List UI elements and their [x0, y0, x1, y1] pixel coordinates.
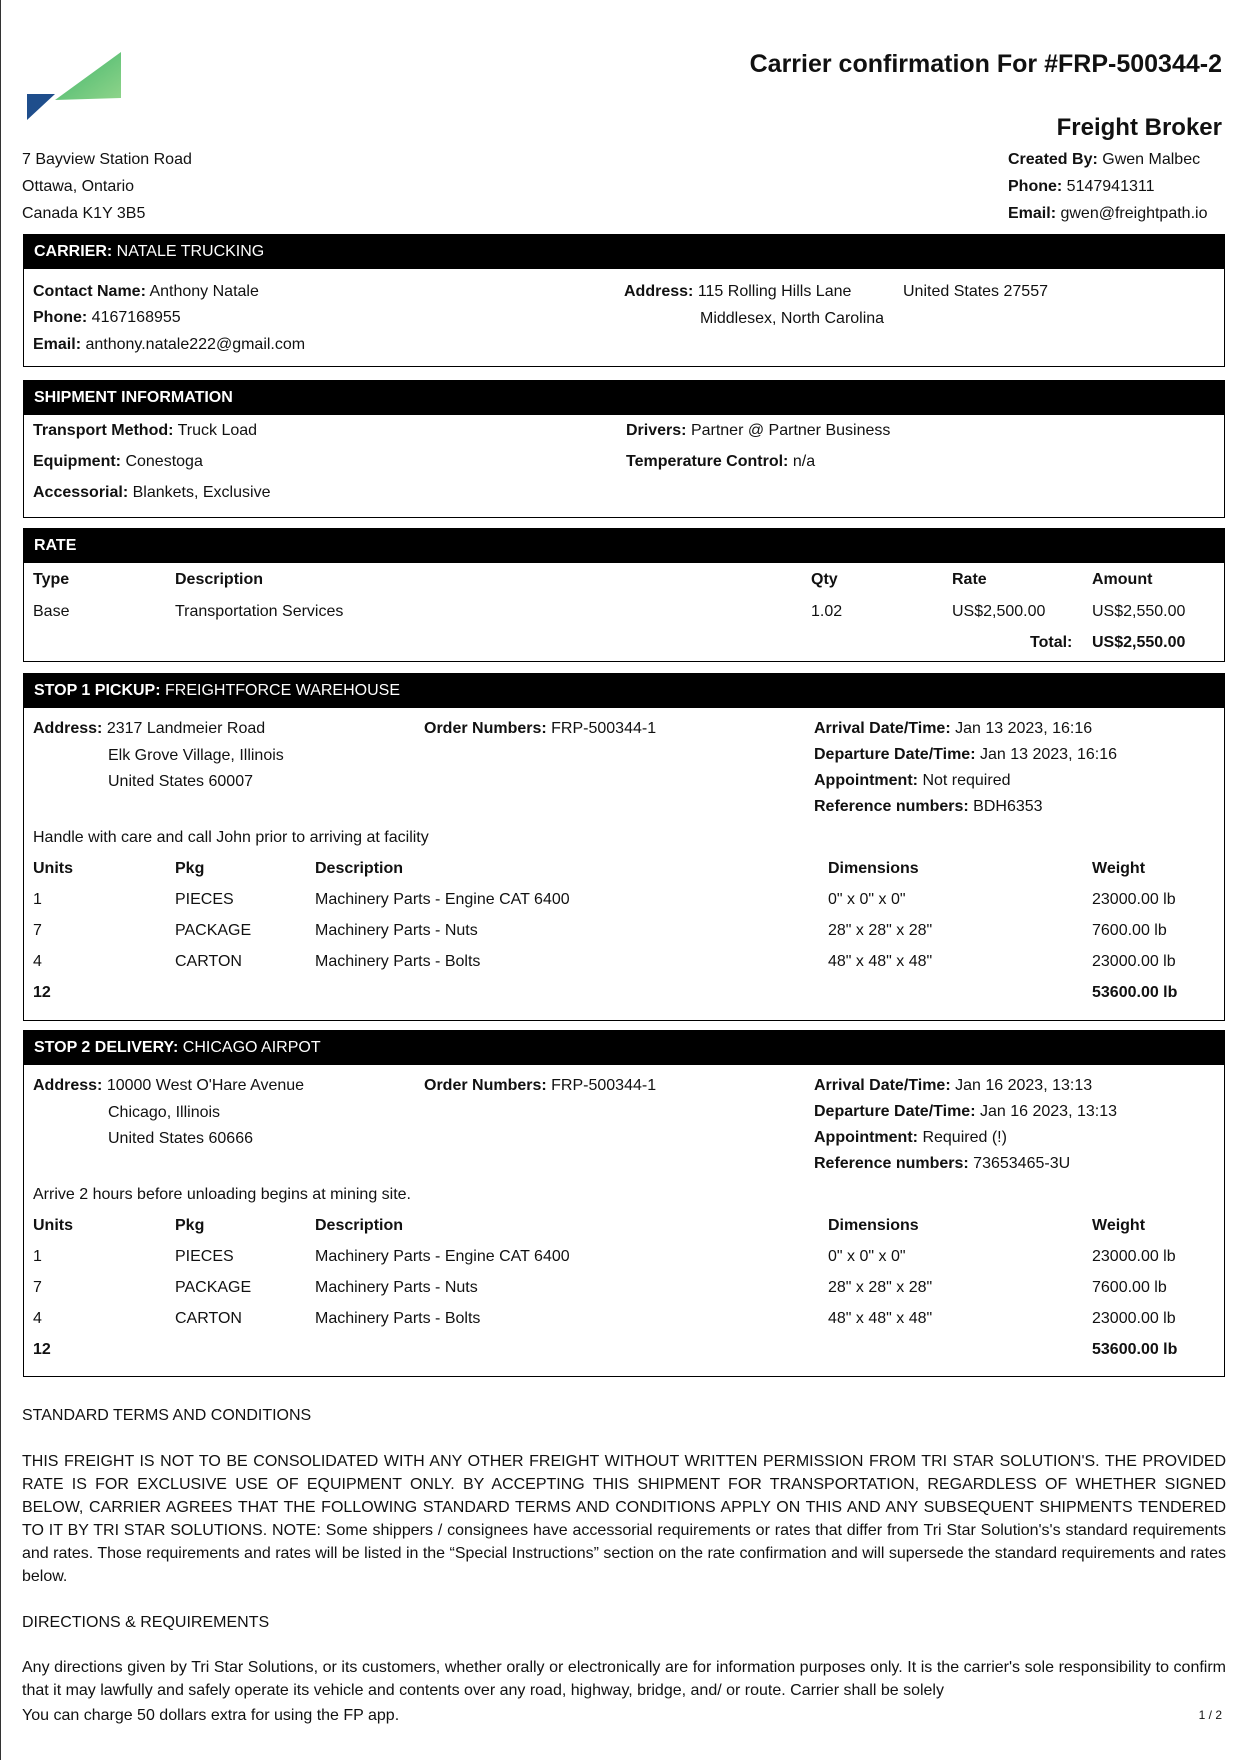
item-description: Machinery Parts - Nuts — [315, 922, 478, 939]
order-numbers: FRP-500344-1 — [551, 1077, 657, 1094]
broker-email: gwen@freightpath.io — [1060, 205, 1208, 222]
col-pkg: Pkg — [175, 860, 205, 877]
item-pkg: CARTON — [175, 953, 242, 970]
appointment: Not required — [922, 772, 1011, 789]
carrier-name: NATALE TRUCKING — [116, 243, 265, 260]
item-units: 7 — [33, 922, 42, 939]
item-dimensions: 28" x 28" x 28" — [828, 1279, 933, 1296]
accessorial: Blankets, Exclusive — [132, 484, 271, 501]
terms-body: THIS FREIGHT IS NOT TO BE CONSOLIDATED WITH ANY OTHER FREIGHT WITHOUT WRITTEN PERMISSION FROM TRI STAR SOLUTION'S. THE PROVIDED RATE IS FOR EXCLUSIVE USE OF EQUIPMENT ONLY. BY ACCEPTING THIS SHIPMENT FOR TRANSPORTATION, REGARDLESS OF WHETHER SIGNED BELOW, CARRIER AGREES THAT THE FOLLOWING STANDARD TERMS AND CONDITIONS APPLY ON THIS AND ANY SUBSEQUENT SHIPMENTS TENDERED TO IT BY TRI STAR SOLUTIONS. NOTE: Some shippers / consignees have accessorial requirements or rates that differ from Tri Star Solution's's standard requirements and rates. Those requirements and rates will be listed in the “Special Instructions” section on the rate confirmation and will supersede the standard requirements and rates below. — [22, 1453, 1226, 1585]
company-logo — [27, 52, 123, 128]
rate-amount: US$2,550.00 — [1092, 603, 1186, 620]
item-weight: 7600.00 lb — [1092, 1279, 1167, 1296]
departure-datetime: Jan 13 2023, 16:16 — [979, 746, 1117, 763]
item-dimensions: 0" x 0" x 0" — [828, 891, 906, 908]
rate-col-qty: Qty — [811, 571, 838, 588]
rate-col-description: Description — [175, 571, 264, 588]
col-description: Description — [315, 860, 404, 877]
directions-heading: DIRECTIONS & REQUIREMENTS — [22, 1614, 270, 1631]
item-pkg: PIECES — [175, 1248, 234, 1265]
stop-address: United States 60007 — [108, 773, 253, 790]
carrier-address-line2: Middlesex, North Carolina — [700, 310, 885, 327]
stop-address: Chicago, Illinois — [108, 1104, 221, 1121]
col-weight: Weight — [1092, 860, 1146, 877]
item-weight: 7600.00 lb — [1092, 922, 1167, 939]
item-description: Machinery Parts - Bolts — [315, 1310, 481, 1327]
col-units: Units — [33, 1217, 73, 1234]
footer-note: You can charge 50 dollars extra for using the FP app. — [22, 1707, 400, 1724]
carrier-address-country: United States 27557 — [903, 283, 1048, 300]
rate-description: Transportation Services — [175, 603, 344, 620]
stop-1-box: STOP 1 PICKUP: FREIGHTFORCE WAREHOUSE Address: 2317 Landmeier Road Elk Grove Village, Illinois United States 60007 Order Numbers: FRP-500344-1 Arrival Date/Time: Jan 13 2023, 16:16 Departure Date/Time: Jan 13 2023, 16:16 Appointment: Not required Reference numbers: BDH6353 Handle with care and call John prior to arriving at facility Units Pkg Description Dimensions Weight 1 PIECES Machinery Parts - Engine CAT 6400 0" x 0" x 0" 23000.00 lb 7 PACKAGE Machinery Parts - Nuts 28" x 28" x 28" 7600.00 lb 4 CARTON Machinery Parts - Bolts 48" x 48" x 48" 23000.00 lb 12 53600.00 lb — [23, 673, 1225, 1021]
stop-2-header: STOP 2 DELIVERY: CHICAGO AIRPOT — [24, 1031, 1224, 1065]
item-dimensions: 48" x 48" x 48" — [828, 953, 933, 970]
page-title: Carrier confirmation For #FRP-500344-2 — [749, 50, 1222, 78]
address-line: Canada K1Y 3B5 — [22, 205, 146, 222]
arrival-datetime: Jan 16 2023, 13:13 — [955, 1077, 1093, 1094]
item-units: 1 — [33, 1248, 42, 1265]
item-description: Machinery Parts - Bolts — [315, 953, 481, 970]
item-dimensions: 0" x 0" x 0" — [828, 1248, 906, 1265]
appointment: Required (!) — [922, 1129, 1007, 1146]
stop-address: 2317 Landmeier Road — [106, 720, 266, 737]
total-weight: 53600.00 lb — [1092, 984, 1178, 1001]
temperature-control: n/a — [792, 453, 816, 470]
item-dimensions: 48" x 48" x 48" — [828, 1310, 933, 1327]
stop-1-header: STOP 1 PICKUP: FREIGHTFORCE WAREHOUSE — [24, 674, 1224, 708]
item-pkg: PACKAGE — [175, 922, 252, 939]
carrier-contact: Anthony Natale — [149, 283, 259, 300]
rate-total-label: Total: — [1030, 634, 1073, 651]
item-units: 1 — [33, 891, 42, 908]
address-line: 7 Bayview Station Road — [22, 151, 192, 168]
item-description: Machinery Parts - Nuts — [315, 1279, 478, 1296]
item-description: Machinery Parts - Engine CAT 6400 — [315, 891, 570, 908]
col-weight: Weight — [1092, 1217, 1146, 1234]
shipment-header: SHIPMENT INFORMATION — [24, 381, 1224, 415]
broker-name: Freight Broker — [1056, 114, 1222, 141]
rate-box — [23, 528, 1225, 662]
item-weight: 23000.00 lb — [1092, 1248, 1176, 1265]
item-weight: 23000.00 lb — [1092, 891, 1176, 908]
stop-address: United States 60666 — [108, 1130, 253, 1147]
stop-1-location: FREIGHTFORCE WAREHOUSE — [165, 682, 400, 699]
broker-phone: 5147941311 — [1066, 178, 1155, 195]
rate-total: US$2,550.00 — [1092, 634, 1186, 651]
col-pkg: Pkg — [175, 1217, 205, 1234]
stop-2-location: CHICAGO AIRPOT — [182, 1039, 321, 1056]
transport-method: Truck Load — [177, 422, 258, 439]
item-weight: 23000.00 lb — [1092, 953, 1176, 970]
reference-numbers: 73653465-3U — [973, 1155, 1071, 1172]
stop-address: Elk Grove Village, Illinois — [108, 747, 284, 764]
rate-type: Base — [33, 603, 70, 620]
rate-rate: US$2,500.00 — [952, 603, 1046, 620]
email-label: Email: — [1008, 205, 1057, 222]
col-description: Description — [315, 1217, 404, 1234]
item-units: 7 — [33, 1279, 42, 1296]
page-number: 1 / 2 — [1198, 1708, 1222, 1722]
item-pkg: CARTON — [175, 1310, 242, 1327]
reference-numbers: BDH6353 — [973, 798, 1043, 815]
order-numbers: FRP-500344-1 — [551, 720, 657, 737]
item-pkg: PACKAGE — [175, 1279, 252, 1296]
arrival-datetime: Jan 13 2023, 16:16 — [955, 720, 1093, 737]
equipment: Conestoga — [125, 453, 203, 470]
broker-address — [22, 146, 192, 227]
rate-qty: 1.02 — [811, 603, 843, 620]
rate-col-amount: Amount — [1092, 571, 1153, 588]
address-line: Ottawa, Ontario — [22, 178, 135, 195]
created-by-label: Created By: — [1008, 151, 1098, 168]
item-units: 4 — [33, 953, 42, 970]
carrier-box: CARRIER: NATALE TRUCKING Contact Name: Anthony Natale Phone: 4167168955 Email: anthony.natale222@gmail.com Address: 115 Rolling Hills Lane United States 27557 Middlesex, North Carolina — [23, 234, 1225, 367]
carrier-phone: 4167168955 — [91, 309, 181, 326]
item-weight: 23000.00 lb — [1092, 1310, 1176, 1327]
col-units: Units — [33, 860, 73, 877]
stop-address: 10000 West O'Hare Avenue — [106, 1077, 305, 1094]
col-dimensions: Dimensions — [828, 1217, 919, 1234]
stop-2-box: STOP 2 DELIVERY: CHICAGO AIRPOT Address: 10000 West O'Hare Avenue Chicago, Illinois United States 60666 Order Numbers: FRP-500344-1 Arrival Date/Time: Jan 16 2023, 13:13 Departure Date/Time: Jan 16 2023, 13:13 Appointment: Required (!) Reference numbers: 73653465-3U Arrive 2 hours before unloading begins at mining site. Units Pkg Description Dimensions Weight 1 PIECES Machinery Parts - Engine CAT 6400 0" x 0" x 0" 23000.00 lb 7 PACKAGE Machinery Parts - Nuts 28" x 28" x 28" 7600.00 lb 4 CARTON Machinery Parts - Bolts 48" x 48" x 48" 23000.00 lb 12 53600.00 lb — [23, 1030, 1225, 1377]
phone-label: Phone: — [1008, 178, 1063, 195]
item-description: Machinery Parts - Engine CAT 6400 — [315, 1248, 570, 1265]
col-dimensions: Dimensions — [828, 860, 919, 877]
rate-col-rate: Rate — [952, 571, 987, 588]
departure-datetime: Jan 16 2023, 13:13 — [979, 1103, 1117, 1120]
directions-body: Any directions given by Tri Star Solutions, or its customers, whether orally or electronically are for information purposes only. It is the carrier's sole responsibility to confirm that it may lawfully and safely operate its vehicle and contents over any road, highway, bridge, and/ or route. Carrier shall be solely — [22, 1659, 1226, 1699]
item-units: 4 — [33, 1310, 42, 1327]
carrier-header: CARRIER: NATALE TRUCKING — [24, 235, 1224, 269]
item-dimensions: 28" x 28" x 28" — [828, 922, 933, 939]
stop-note: Arrive 2 hours before unloading begins at mining site. — [33, 1186, 411, 1203]
carrier-address-line1: 115 Rolling Hills Lane — [697, 283, 852, 300]
total-units: 12 — [33, 984, 51, 1001]
total-units: 12 — [33, 1341, 51, 1358]
carrier-email: anthony.natale222@gmail.com — [85, 336, 306, 353]
terms-heading: STANDARD TERMS AND CONDITIONS — [22, 1407, 312, 1424]
total-weight: 53600.00 lb — [1092, 1341, 1178, 1358]
shipment-box: SHIPMENT INFORMATION Transport Method: Truck Load Equipment: Conestoga Accessorial: Blankets, Exclusive Drivers: Partner @ Partner Business Temperature Control: n/a — [23, 380, 1225, 518]
rate-col-type: Type — [33, 571, 70, 588]
stop-note: Handle with care and call John prior to arriving at facility — [33, 829, 429, 846]
broker-contact — [1008, 146, 1207, 227]
drivers: Partner @ Partner Business — [690, 422, 891, 439]
rate-header: RATE — [24, 529, 1224, 563]
item-pkg: PIECES — [175, 891, 234, 908]
created-by: Gwen Malbec — [1102, 151, 1201, 168]
